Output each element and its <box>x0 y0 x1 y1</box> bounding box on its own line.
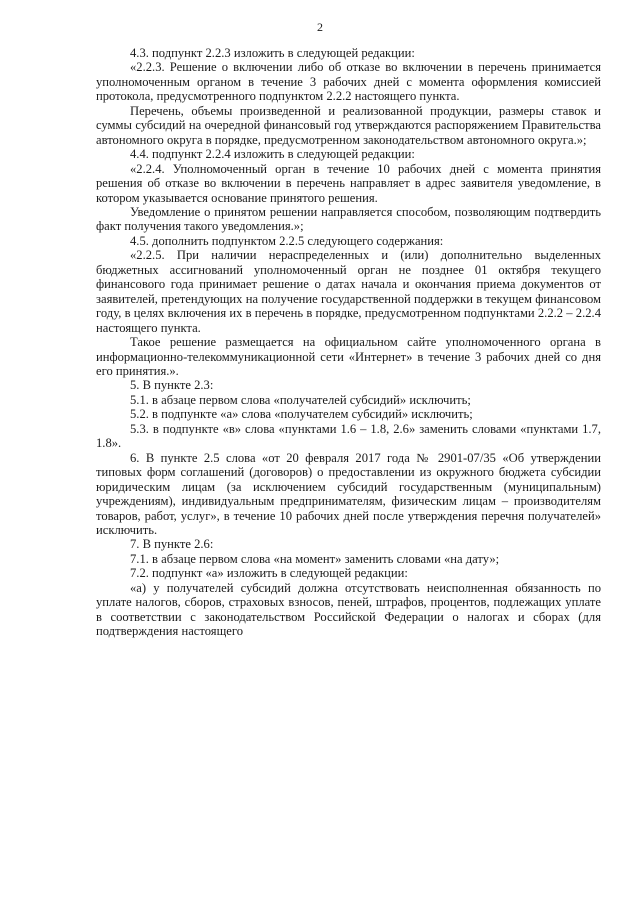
paragraph: Уведомление о принятом решении направляется способом, позволяющим подтвердить факт получения такого уведомления.»; <box>96 204 601 234</box>
paragraph: Такое решение размещается на официальном сайте уполномоченного органа в информационно-телекоммуникационной сети «Интернет» в течение 3 рабочих дней со дня его принятия.». <box>96 335 601 378</box>
paragraph: 5.2. в подпункте «а» слова «получателем субсидий» исключить; <box>130 407 473 422</box>
paragraph: 7.1. в абзаце первом слова «на момент» заменить словами «на дату»; <box>130 551 500 566</box>
paragraph: 7.2. подпункт «а» изложить в следующей редакции: <box>130 566 408 581</box>
paragraph: 4.4. подпункт 2.2.4 изложить в следующей редакции: <box>130 147 415 162</box>
page-number: 2 <box>317 20 323 34</box>
paragraph: «2.2.5. При наличии нераспределенных и (или) дополнительно выделенных бюджетных ассигнований уполномоченный орган не позднее 01 октября текущего финансового года принимает решение о датах начала и окончания приема документов от заявителей, претендующих на получение государственной поддержки в текущем финансовом году, в целях включения их в перечень в порядке, предусмотренном подпунктами 2.2.2 – 2.2.4 настоящего пункта. <box>96 248 601 335</box>
paragraph: 6. В пункте 2.5 слова «от 20 февраля 2017 года № 2901-07/35 «Об утверждении типовых форм соглашений (договоров) о предоставлении из окружного бюджета субсидии юридическим лицам (за исключением субсидий государственным (муниципальным) учреждениям), индивидуальным предпринимателям, физическим лицам – производителям товаров, работ, услуг», в течение 10 рабочих дней после утверждения перечня получателей» исключить. <box>96 450 601 537</box>
paragraph: 4.5. дополнить подпунктом 2.2.5 следующего содержания: <box>130 233 444 248</box>
paragraph: «2.2.4. Уполномоченный орган в течение 10 рабочих дней с момента принятия решения об отказе во включении в перечень направляет в адрес заявителя уведомление, в котором указывается основание принятого решения. <box>96 161 601 205</box>
paragraph: 5.1. в абзаце первом слова «получателей субсидий» исключить; <box>130 392 471 407</box>
paragraph: 5. В пункте 2.3: <box>130 378 214 393</box>
paragraph: 7. В пункте 2.6: <box>130 537 214 552</box>
paragraph: «а) у получателей субсидий должна отсутствовать неисполненная обязанность по уплате налогов, сборов, страховых взносов, пеней, штрафов, процентов, подлежащих уплате в соответствии с законодательством Российской Федерации о налогах и сборах (для подтверждения настоящего <box>96 580 601 639</box>
paragraph: 4.3. подпункт 2.2.3 изложить в следующей редакции: <box>130 46 415 60</box>
paragraph: 5.3. в подпункте «в» слова «пунктами 1.6 – 1.8, 2.6» заменить словами «пунктами 1.7, 1.8». <box>96 421 601 451</box>
paragraph: «2.2.3. Решение о включении либо об отказе во включении в перечень принимается уполномоченным органом в течение 3 рабочих дней с момента оформления комиссией протокола, предусмотренного подпунктом 2.2.2 настоящего пункта. <box>96 60 601 104</box>
paragraph: Перечень, объемы произведенной и реализованной продукции, размеры ставок и суммы субсидий на очередной финансовый год утверждаются распоряжением Правительства автономного округа в порядке, предусмотренном законодательством автономного округа.»; <box>96 103 601 147</box>
document-body <box>96 46 601 639</box>
